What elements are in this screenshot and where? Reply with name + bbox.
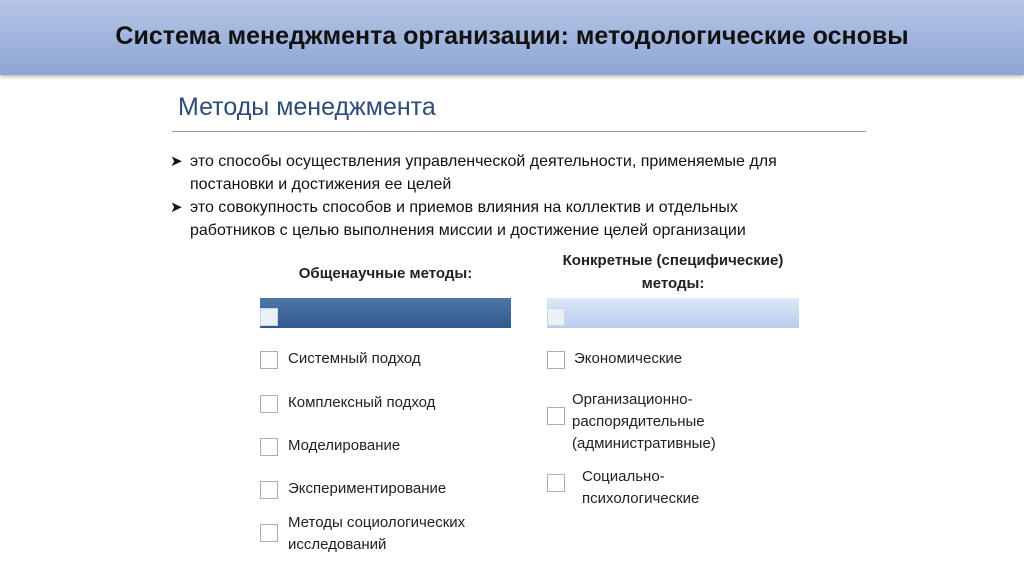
slide-title: Система менеджмента организации: методологические основы (115, 22, 909, 50)
general-method-item: Комплексный подход (288, 394, 436, 411)
checkbox-icon (547, 407, 565, 425)
item-line: Методы социологических (288, 514, 466, 531)
arrow-bullet-icon: ➤ (170, 153, 183, 170)
checkbox-icon (547, 308, 565, 326)
definition-line: постановки и достижения ее целей (190, 176, 452, 193)
item-line: исследований (288, 536, 387, 553)
definition-line: работников с целью выполнения миссии и достижение целей организации (190, 222, 746, 239)
definition-item (170, 196, 860, 242)
checkbox-icon (547, 351, 565, 369)
title-line: Конкретные (специфические) (562, 252, 784, 269)
item-line: психологические (582, 490, 700, 507)
checkbox-icon (260, 524, 278, 542)
specific-method-item: Экономические (574, 350, 683, 367)
specific-method-item (582, 466, 699, 510)
definition-line: это способы осуществления управленческой деятельности, применяемые для (190, 153, 777, 170)
checkbox-icon (260, 395, 278, 413)
general-methods-title: Общенаучные методы: (298, 265, 473, 282)
specific-methods-header-bar (547, 298, 799, 328)
general-method-item (288, 512, 465, 556)
general-method-item: Экспериментирование (288, 480, 447, 497)
section-title: Методы менеджмента (178, 93, 436, 121)
item-line: Социально- (582, 468, 665, 485)
item-line: (административные) (572, 435, 716, 452)
general-method-item: Моделирование (288, 437, 401, 454)
item-line: Организационно- (572, 391, 693, 408)
definition-line: это совокупность способов и приемов влияния на коллектив и отдельных (190, 199, 738, 216)
title-line: методы: (641, 275, 705, 292)
checkbox-icon (260, 438, 278, 456)
definition-item (170, 150, 860, 196)
item-line: распорядительные (572, 413, 705, 430)
general-methods-header-bar (260, 298, 511, 328)
definition-list (170, 150, 860, 242)
checkbox-icon (547, 474, 565, 492)
checkbox-icon (260, 351, 278, 369)
checkbox-icon (260, 481, 278, 499)
checkbox-icon (260, 308, 278, 326)
title-bar (0, 0, 1024, 75)
specific-methods-title (547, 249, 799, 295)
section-divider (172, 131, 866, 132)
arrow-bullet-icon: ➤ (170, 199, 183, 216)
general-method-item: Системный подход (288, 350, 421, 367)
specific-method-item (572, 389, 716, 455)
